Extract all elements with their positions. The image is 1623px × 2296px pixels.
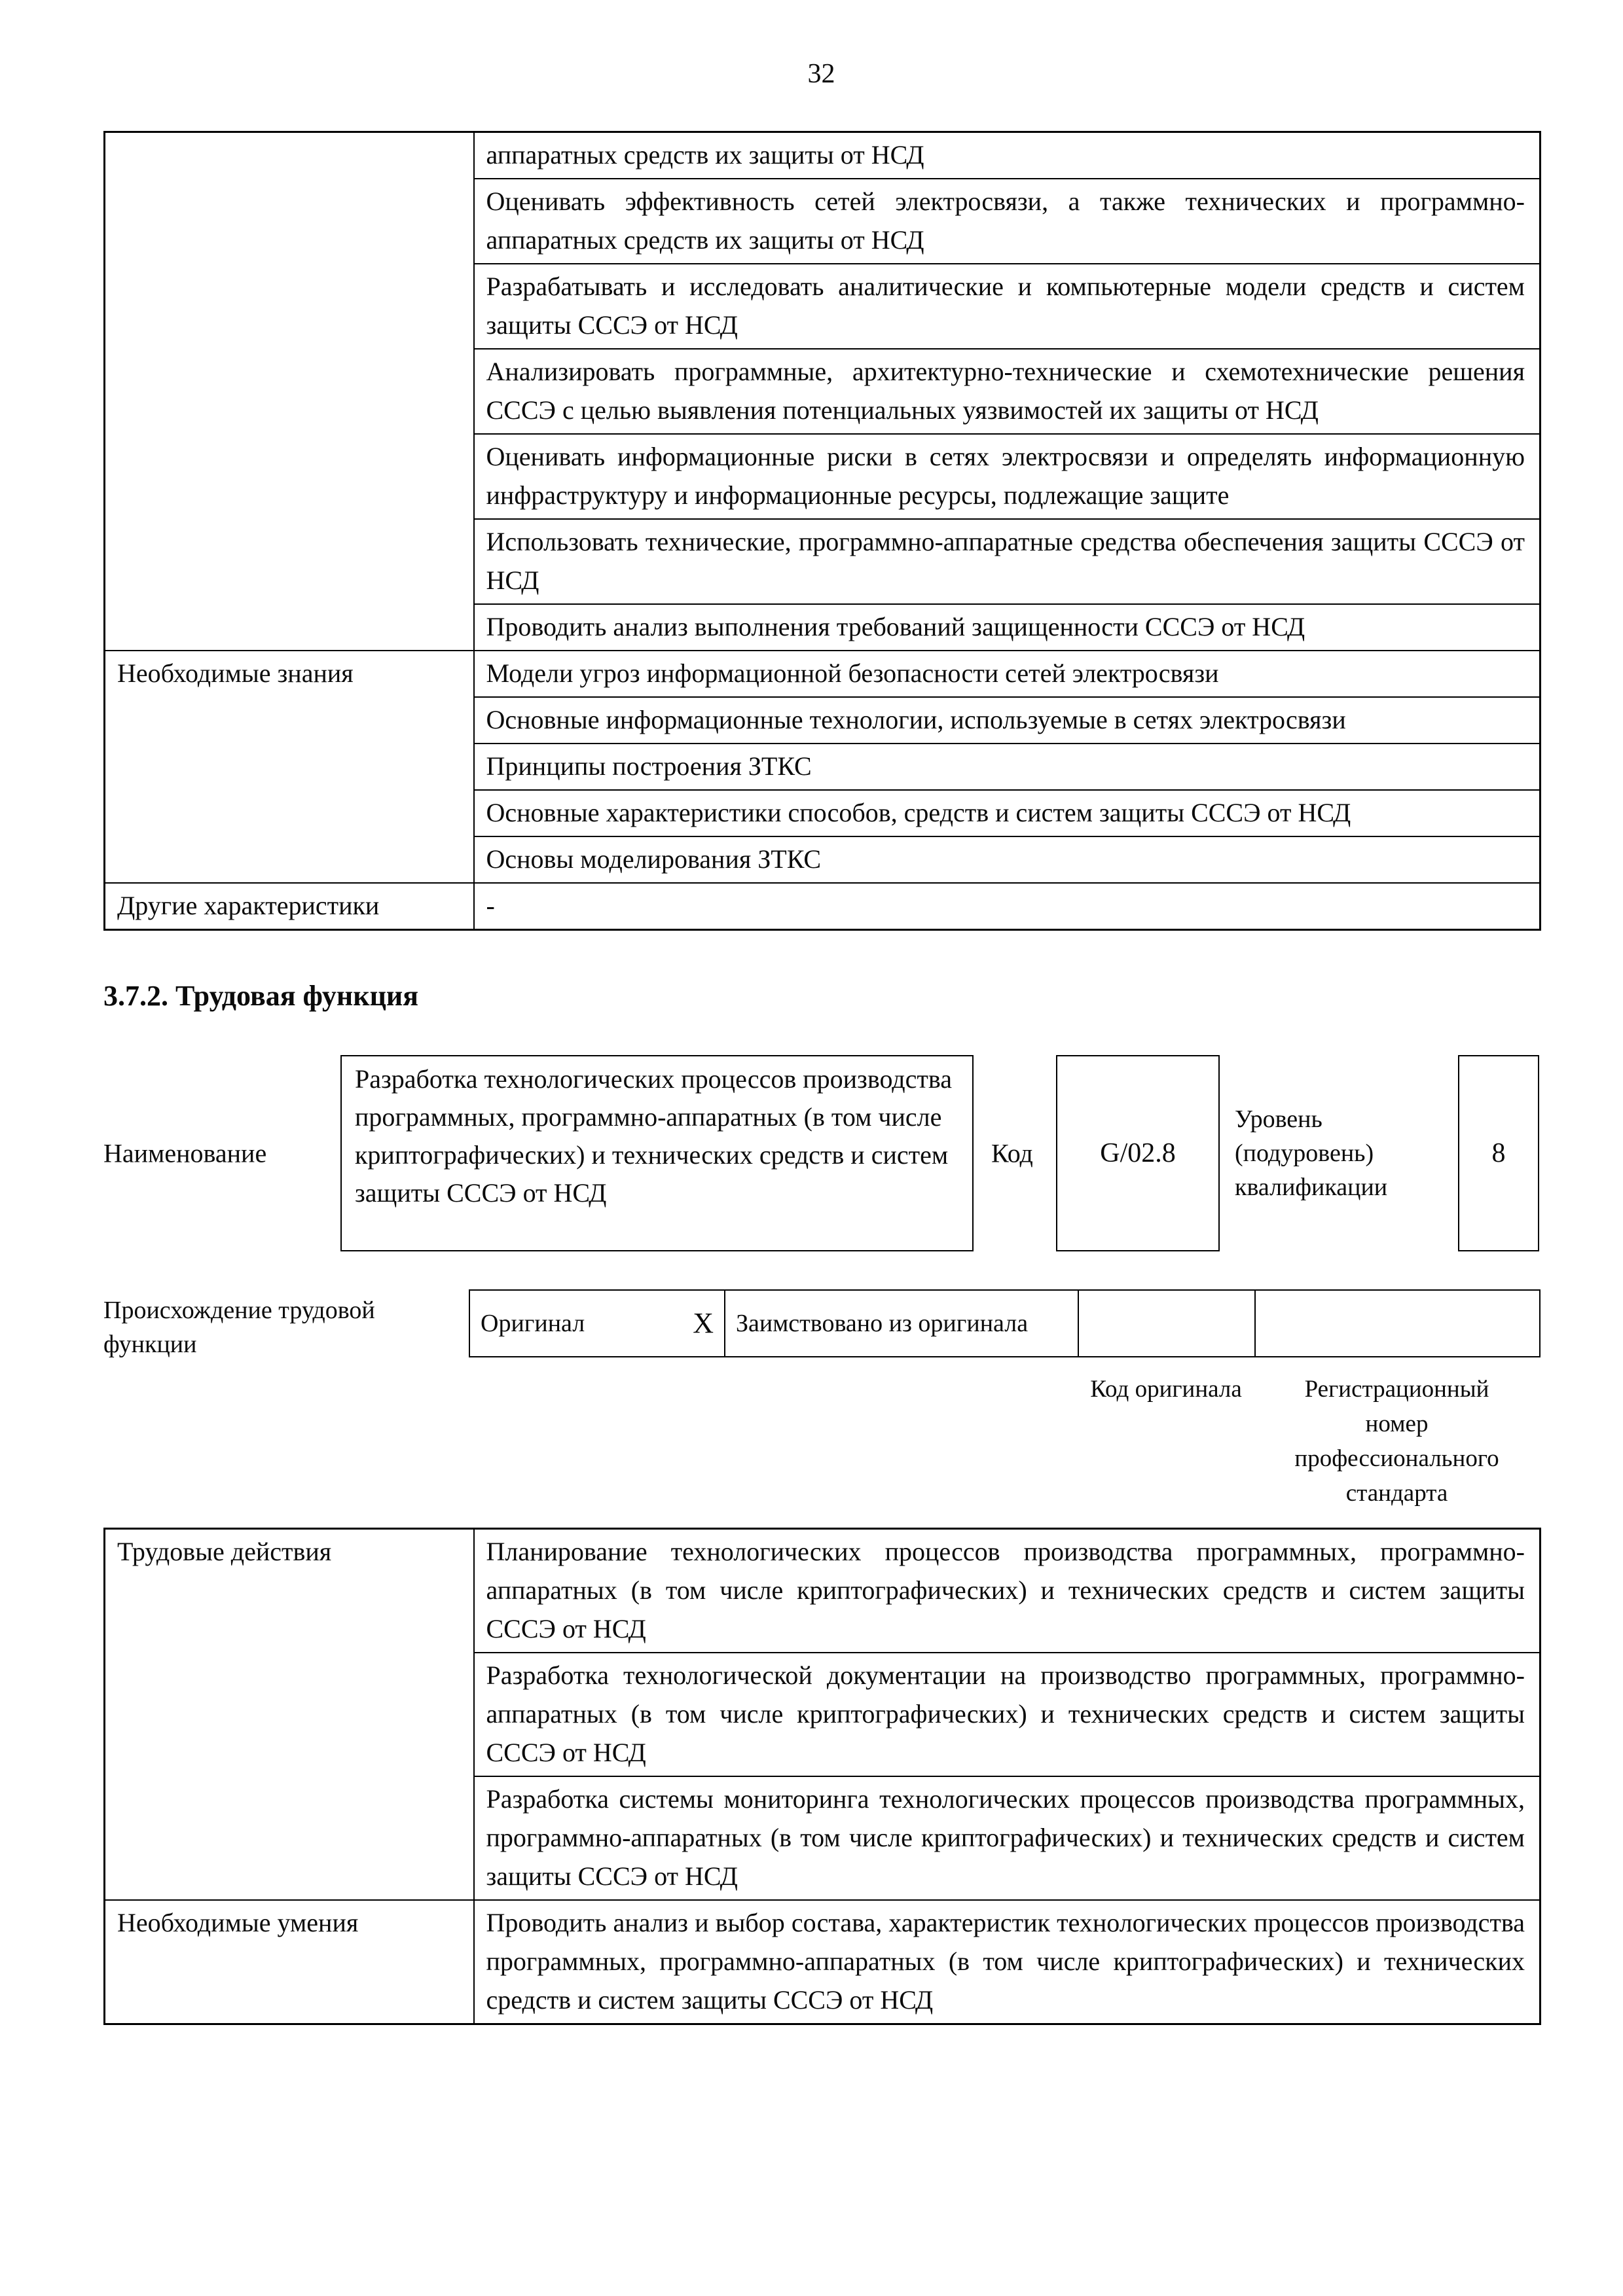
level-label: Уровень (подуровень) квалификации — [1235, 1105, 1388, 1201]
knowledge-item: Основные характеристики способов, средств и систем защиты СССЭ от НСД — [474, 790, 1541, 836]
action-item: Планирование технологических процессов производства программных, программно-аппаратных (в том числе криптографических) и технических средств и систем защиты СССЭ от НСД — [474, 1529, 1541, 1653]
knowledge-item: Основы моделирования ЗТКС — [474, 836, 1541, 883]
function-header — [103, 1055, 1539, 1251]
actions-label-cell: Трудовые действия — [105, 1529, 474, 1901]
origin-code-caption: Код оригинала — [1090, 1376, 1242, 1403]
skill-item: аппаратных средств их защиты от НСД — [474, 132, 1541, 179]
borrowed-cell: Заимствовано из оригинала — [725, 1290, 1078, 1357]
table-row — [105, 883, 1541, 930]
table-row — [469, 1290, 1540, 1357]
skills-label-cell: Необходимые умения — [105, 1900, 474, 2024]
action-item: Разработка системы мониторинга технологических процессов производства программных, программно-аппаратных (в том числе криптографических) и технических средств и систем защиты СССЭ от НСД — [474, 1776, 1541, 1900]
origin-label: Происхождение трудовой функции — [103, 1297, 375, 1358]
origin-captions — [1078, 1357, 1539, 1511]
function-name-box: Разработка технологических процессов производства программных, программно-аппаратных (в том числе криптографических) и технических средств и систем защиты СССЭ от НСД — [340, 1055, 974, 1251]
origin-code-cell — [1078, 1290, 1255, 1357]
origin-reg-cell — [1255, 1290, 1540, 1357]
other-characteristics-label-cell: Другие характеристики — [105, 883, 474, 930]
name-label: Наименование — [103, 1138, 267, 1168]
table-row — [105, 651, 1541, 697]
empty-label-cell — [105, 132, 474, 651]
knowledge-item: Модели угроз информационной безопасности сетей электросвязи — [474, 651, 1541, 697]
skill-item: Использовать технические, программно-аппаратные средства обеспечения защиты СССЭ от НСД — [474, 519, 1541, 604]
document-page — [103, 0, 1539, 2025]
action-item: Разработка технологической документации на производство программных, программно-аппаратных (в том числе криптографических) и технических средств и систем защиты СССЭ от НСД — [474, 1653, 1541, 1776]
skill-item: Проводить анализ и выбор состава, характеристик технологических процессов производства программных, программно-аппаратных (в том числе криптографических) и технических средств и систем защиты СССЭ от НСД — [474, 1900, 1541, 2024]
origin-block — [103, 1289, 1539, 1511]
table-row — [105, 1529, 1541, 1653]
function-code-box: G/02.8 — [1056, 1055, 1220, 1251]
knowledge-label-cell: Необходимые знания — [105, 651, 474, 883]
actions-skills-table — [103, 1528, 1541, 2025]
other-characteristics-value: - — [474, 883, 1541, 930]
knowledge-item: Основные информационные технологии, используемые в сетях электросвязи — [474, 697, 1541, 744]
original-x-mark: X — [693, 1307, 714, 1339]
skill-item: Анализировать программные, архитектурно-технические и схемотехнические решения СССЭ с целью выявления потенциальных уязвимостей их защиты от НСД — [474, 349, 1541, 434]
origin-reg-caption: Регистрационный номер профессионального стандарта — [1294, 1376, 1499, 1507]
knowledge-item: Принципы построения ЗТКС — [474, 744, 1541, 790]
table-row — [105, 1900, 1541, 2024]
skill-item: Оценивать эффективность сетей электросвязи, а также технических и программно-аппаратных средств их защиты от НСД — [474, 179, 1541, 264]
section-heading: 3.7.2. Трудовая функция — [103, 980, 419, 1012]
qualification-level-box: 8 — [1458, 1055, 1539, 1251]
skill-item: Разрабатывать и исследовать аналитические и компьютерные модели средств и систем защиты СССЭ от НСД — [474, 264, 1541, 349]
origin-table — [469, 1289, 1541, 1357]
skills-knowledge-table — [103, 131, 1541, 931]
table-row — [105, 132, 1541, 179]
original-label: Оригинал — [481, 1310, 585, 1337]
skill-item: Проводить анализ выполнения требований защищенности СССЭ от НСД — [474, 604, 1541, 651]
page-number: 32 — [807, 59, 835, 89]
original-cell — [469, 1290, 725, 1357]
skill-item: Оценивать информационные риски в сетях электросвязи и определять информационную инфраструктуру и информационные ресурсы, подлежащие защите — [474, 434, 1541, 519]
code-label: Код — [991, 1138, 1033, 1168]
